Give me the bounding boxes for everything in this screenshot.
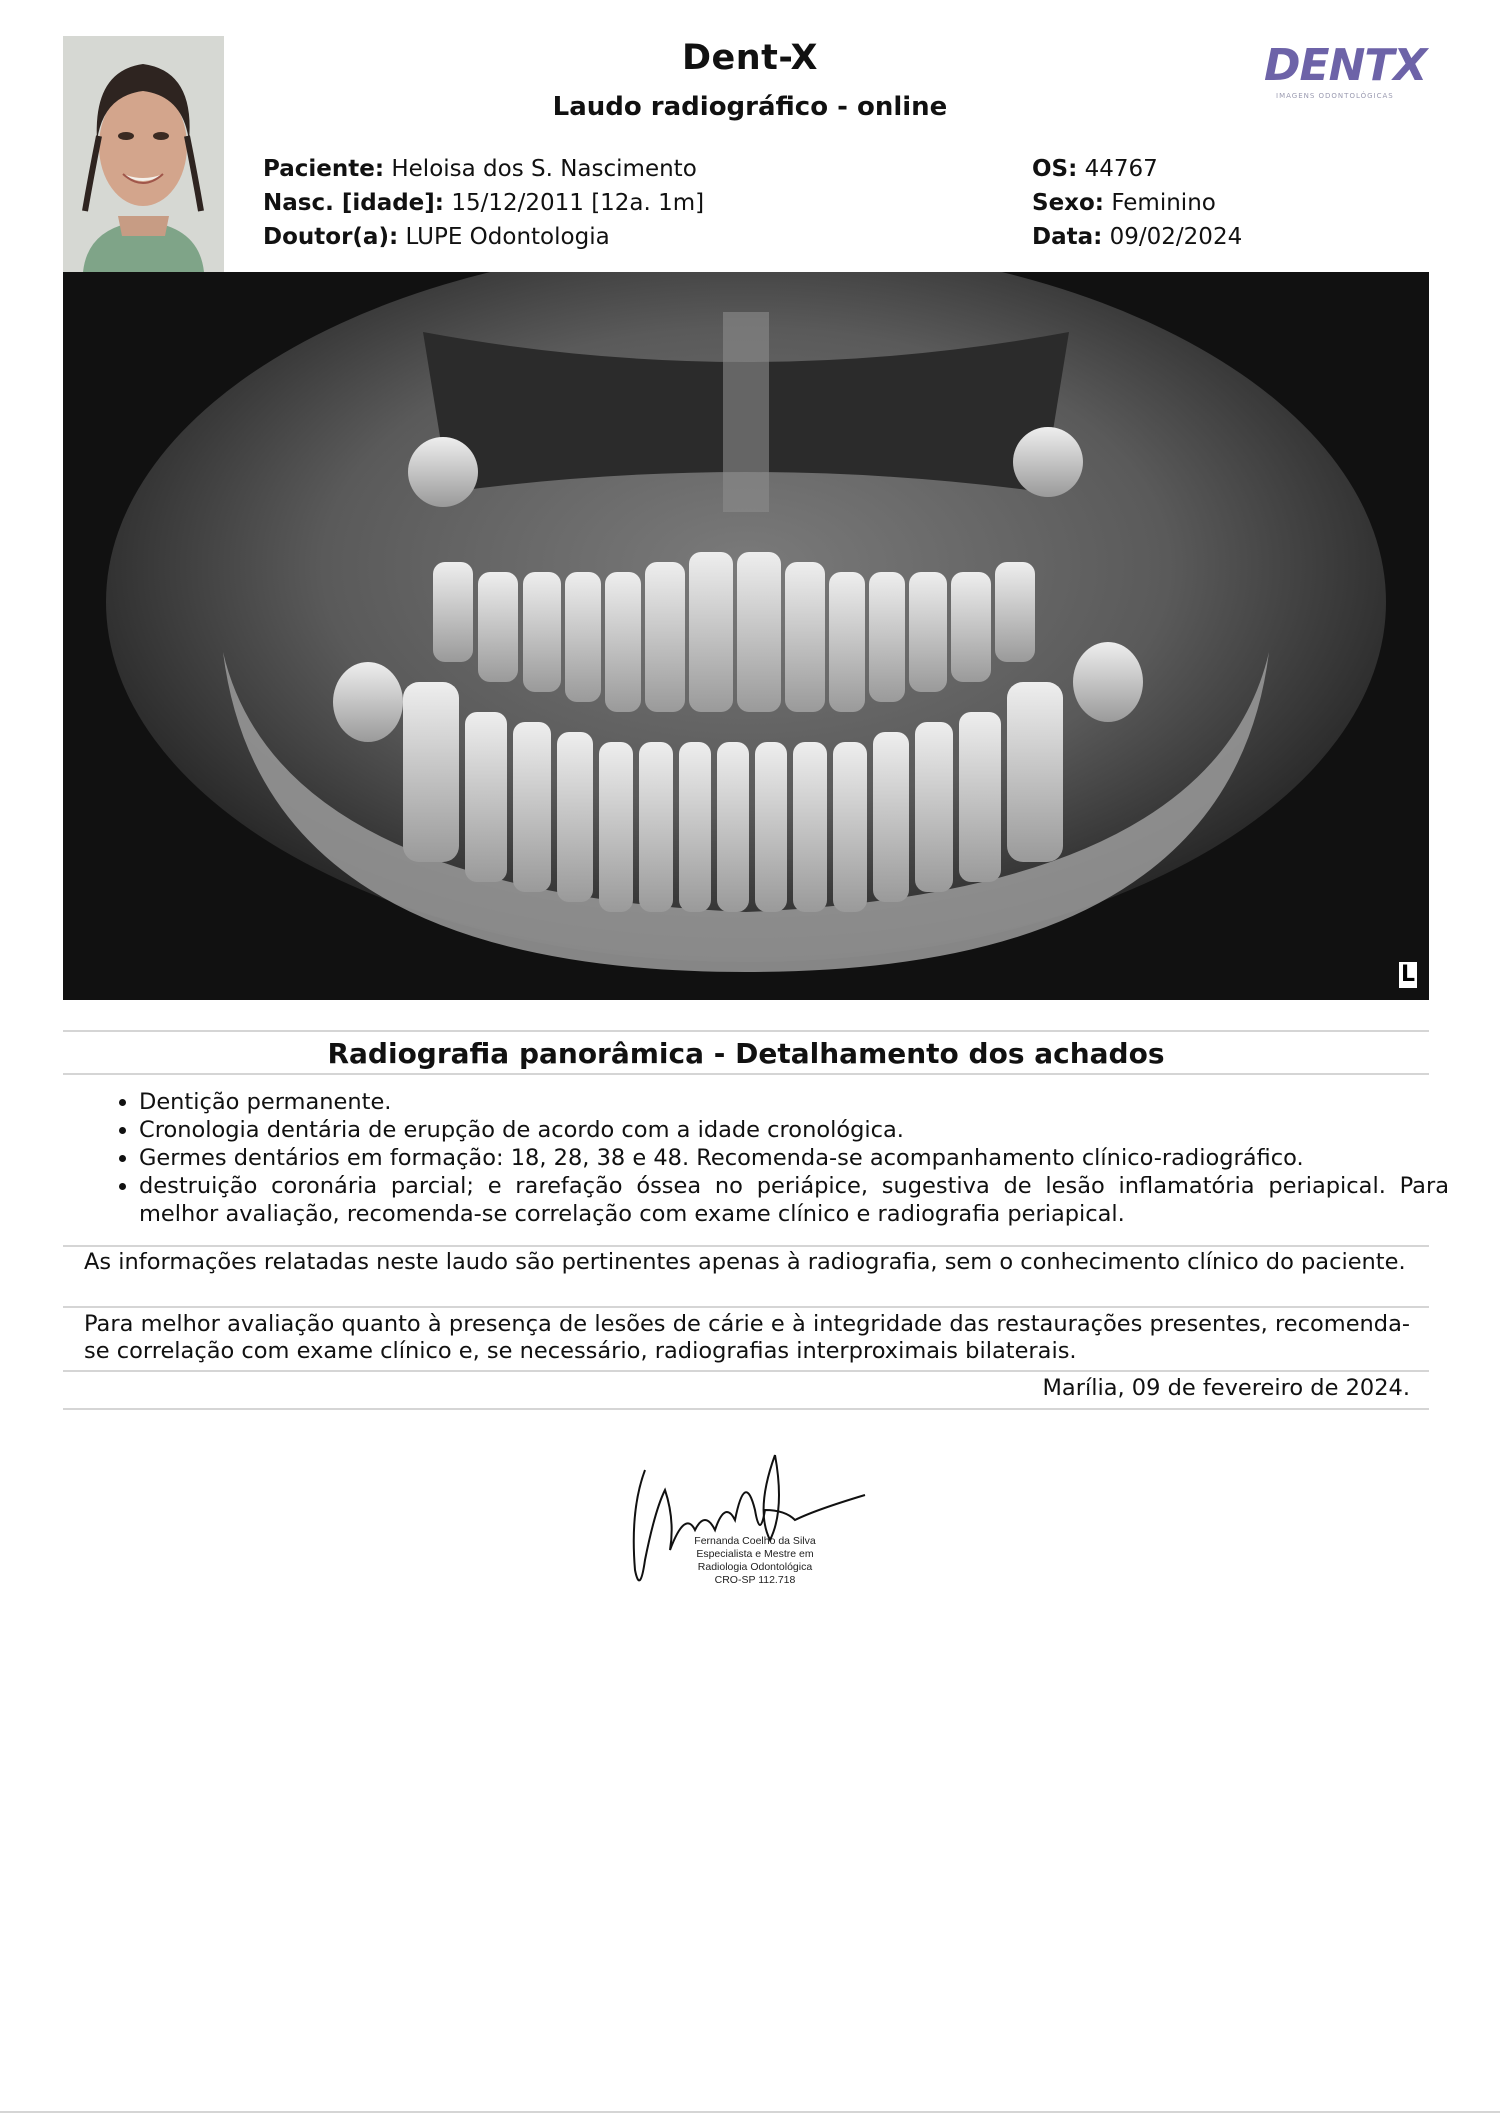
signer-title-line2: Radiologia Odontológica <box>697 1561 813 1573</box>
dentx-logo <box>1258 38 1428 108</box>
doctor-row <box>263 220 704 254</box>
os-label: OS: <box>1032 156 1078 182</box>
signer-name: Fernanda Coelho da Silva <box>694 1535 816 1547</box>
signature-stamp <box>655 1535 855 1587</box>
sex-value: Feminino <box>1111 190 1216 216</box>
section-title: Radiografia panorâmica - Detalhamento dos achados <box>327 1037 1165 1070</box>
divider <box>63 1408 1429 1410</box>
birth-label: Nasc. [idade]: <box>263 190 444 216</box>
birth-value: 15/12/2011 [12a. 1m] <box>451 190 705 216</box>
os-row <box>1032 152 1242 186</box>
recommendation-text: Para melhor avaliação quanto à presença de lesões de cárie e à integridade das restaurações presentes, recomenda-se correlação com exame clínico e, se necessário, radiografias interproximais bilaterais. <box>84 1311 1410 1364</box>
report-subtitle: Laudo radiográfico - online <box>552 92 948 122</box>
page-bottom-line <box>0 2111 1500 2113</box>
os-value: 44767 <box>1084 156 1158 182</box>
date-value: 09/02/2024 <box>1109 224 1243 250</box>
doctor-value: LUPE Odontologia <box>405 224 610 250</box>
xray-side-marker: L <box>1400 962 1416 987</box>
signer-title-line1: Especialista e Mestre em <box>696 1548 814 1560</box>
date-row <box>1032 220 1242 254</box>
birth-row <box>263 186 704 220</box>
signature-block <box>625 1450 875 1600</box>
patient-info-right <box>1032 152 1242 254</box>
divider <box>63 1030 1429 1032</box>
panoramic-xray-image <box>63 272 1429 1000</box>
disclaimer-text: As informações relatadas neste laudo são pertinentes apenas à radiografia, sem o conhecimento clínico do paciente. <box>84 1249 1406 1275</box>
logo-tagline: IMAGENS ODONTOLÓGICAS <box>1276 92 1394 100</box>
sex-row <box>1032 186 1242 220</box>
logo-wordmark: DENTX <box>1264 40 1427 91</box>
findings-list <box>103 1088 1449 1228</box>
divider <box>63 1073 1429 1075</box>
patient-name: Heloisa dos S. Nascimento <box>391 156 697 182</box>
report-title: Dent-X <box>681 38 819 78</box>
divider <box>63 1245 1429 1247</box>
finding-item: • Dentição permanente. <box>139 1088 1449 1116</box>
sex-label: Sexo: <box>1032 190 1104 216</box>
place-date: Marília, 09 de fevereiro de 2024. <box>1042 1375 1410 1401</box>
patient-name-row <box>263 152 704 186</box>
signer-cro: CRO-SP 112.718 <box>714 1574 796 1586</box>
divider <box>63 1306 1429 1308</box>
doctor-label: Doutor(a): <box>263 224 399 250</box>
date-label: Data: <box>1032 224 1103 250</box>
finding-item: • Cronologia dentária de erupção de acordo com a idade cronológica. <box>139 1116 1449 1144</box>
divider <box>63 1370 1429 1372</box>
finding-item: • Germes dentários em formação: 18, 28, 38 e 48. Recomenda-se acompanhamento clínico-radiográfico. <box>139 1144 1449 1172</box>
patient-name-label: Paciente: <box>263 156 385 182</box>
patient-info-left <box>263 152 704 254</box>
finding-item: • destruição coronária parcial; e rarefação óssea no periápice, sugestiva de lesão inflamatória periapical. Para melhor avaliação, recomenda-se correlação com exame clínico e radiografia periapical. <box>139 1172 1449 1228</box>
